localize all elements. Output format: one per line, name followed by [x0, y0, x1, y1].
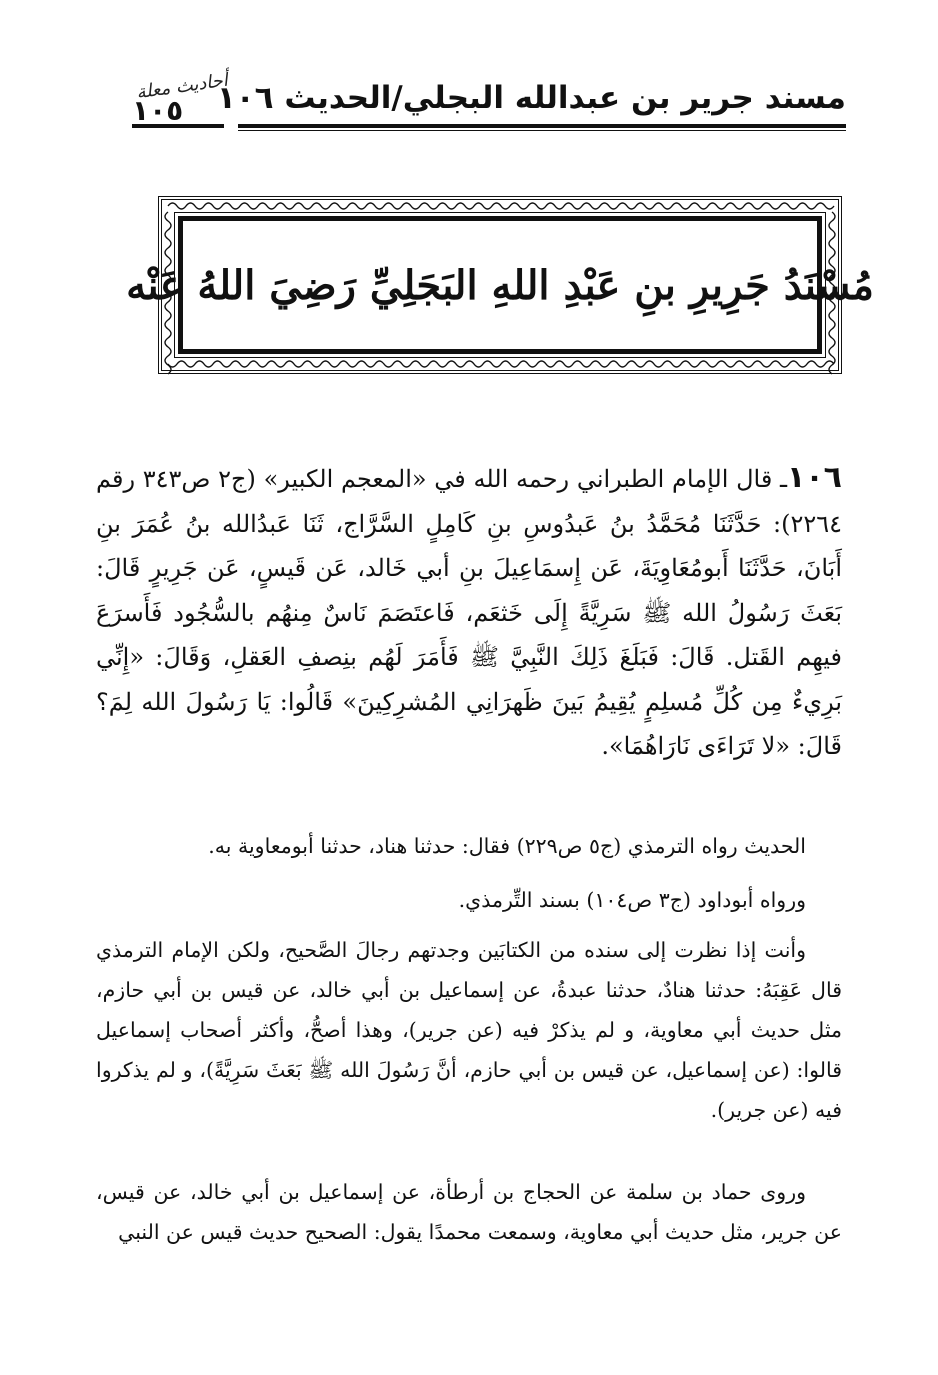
frame-ornament: [0, 0, 938, 420]
hadith-number: ١٠٦: [787, 460, 842, 495]
note-tirmidhi: الحديث رواه الترمذي (ج٥ ص٢٢٩) فقال: حدثنا هناد، حدثنا أبومعاوية به.: [208, 834, 806, 858]
title-box: [126, 216, 874, 354]
hadith-text: ـ قال الإمام الطبراني رحمه الله في «المعجم الكبير» (ج٢ ص٣٤٣ رقم ٢٢٦٤): حَدَّثَنَا مُحَمَّدُ بنُ عَبدُوسِ بنِ كَامِلٍ السَّرَّاج، ثَنَا عَبدُالله بنُ عُمَرَ بنِ أَبَانَ، حَدَّثَنَا أَبومُعَاوِيَةَ، عَن إِسمَاعِيلَ بنِ أبي خَالد، عَن قَيسٍ، عَن جَرِيرٍ قَالَ: بَعَثَ رَسُولُ الله ﷺ سَرِيَّةً إِلَى خَثعَم، فَاعتَصَمَ نَاسٌ مِنهُم بالسُّجُود فَأَسرَعَ فيهِم القَتل. قَالَ: فَبَلَغَ ذَلِكَ النَّبِيَّ ﷺ فَأَمَرَ لَهُم بنِصفِ العَقلِ، وَقَالَ: «إِنِّي بَرِيءٌ مِن كُلِّ مُسلِمٍ يُقِيمُ بَينَ ظَهرَانِي المُشرِكِينَ» قَالُوا: يَا رَسُولَ الله لِمَ؟ قَالَ: «لا تَرَاءَى نَارَاهُمَا».: [96, 465, 842, 760]
running-title: مسند جرير بن عبدالله البجلي/الحديث ١٠٦: [216, 80, 846, 116]
handwritten-note: أحاديث معلة: [134, 69, 229, 104]
note-abu-dawud: ورواه أبوداود (ج٣ ص١٠٤) بسند التِّرمذي.: [458, 888, 806, 912]
commentary-paragraph: وأنت إذا نظرت إلى سنده من الكتابَين وجدتهم رجالَ الصَّحيح، ولكن الإمام الترمذي قال عَقِبَهُ: حدثنا هنادٌ، حدثنا عبدةُ، عن إسماعيل بن أبي خالد، عن قيس بن أبي حازم، مثل حديث أبي معاوية، و لم يذكرْ فيه (عن جرير)، وهذا أصحُّ، وأكثر أصحاب إسماعيل قالوا: (عن إسماعيل، عن قيس بن أبي حازم، أنَّ رَسُولَ الله ﷺ بَعَثَ سَرِيَّةً)، و لم يذكروا فيه (عن جرير).: [96, 938, 842, 1122]
commentary-paragraph: وروى حماد بن سلمة عن الحجاج بن أرطأة، عن إسماعيل بن أبي خالد، عن قيس، عن جرير، مثل حديث أبي معاوية، وسمعت محمدًا يقول: الصحيح حديث قيس عن النبي: [96, 1180, 842, 1244]
page-number: ١٠٥: [132, 94, 184, 127]
hadith-paragraph: [96, 456, 842, 769]
section-title: مُسْنَدُ جَرِيرِ بنِ عَبْدِ اللهِ البَجَلِيِّ رَضِيَ اللهُ عَنْه: [126, 261, 874, 309]
